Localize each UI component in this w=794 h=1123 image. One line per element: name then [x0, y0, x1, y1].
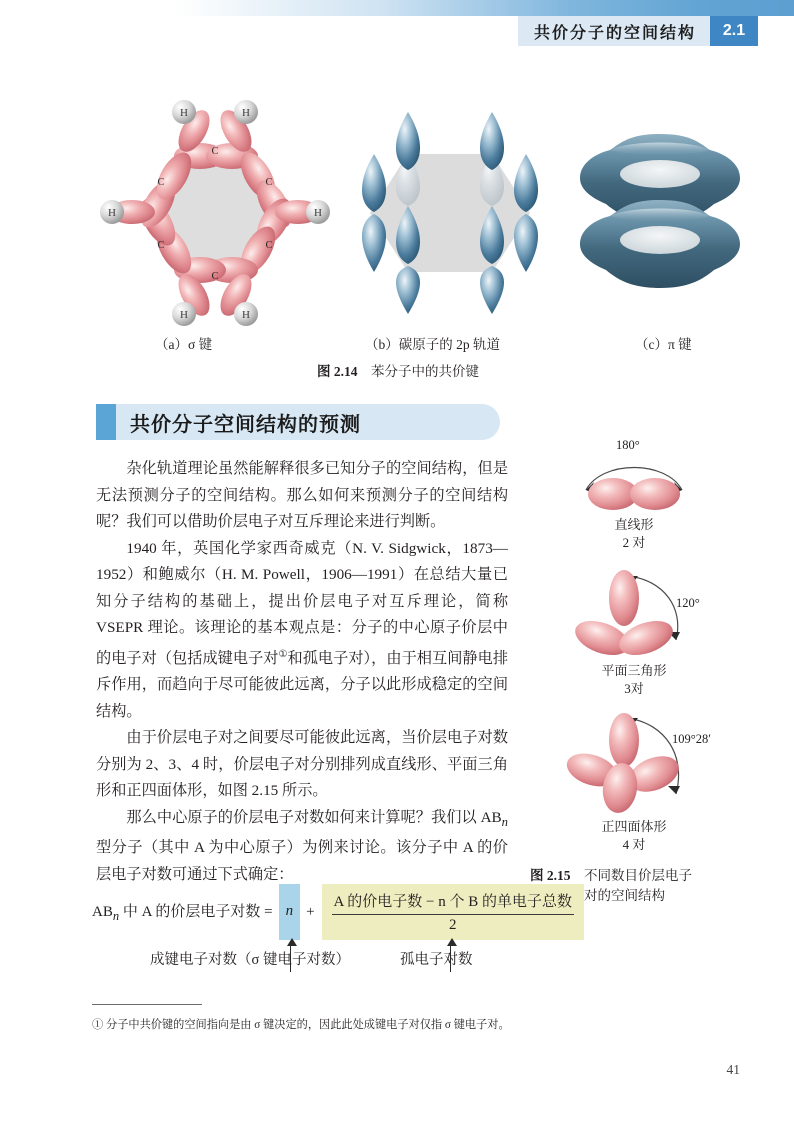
footnote-marker: ① [92, 1019, 104, 1031]
trigonal-orbital-art [524, 566, 744, 662]
paragraph-4 [96, 805, 508, 889]
svg-text:H: H [180, 309, 188, 321]
tetrahedral-angle-label: 109°28′ [672, 732, 711, 746]
formula-plus-sign: + [306, 903, 315, 920]
formula-ab-subscript: n [112, 909, 120, 923]
formula-left-words: 中 A 的价层电子对数 = [119, 904, 273, 920]
vsepr-formula [92, 884, 612, 940]
svg-text:H: H [314, 207, 322, 219]
panel-caption-a: （a）σ 键 [155, 337, 213, 352]
section-heading [96, 404, 500, 440]
top-decorative-band [0, 0, 794, 16]
formula-denominator: 2 [332, 914, 574, 934]
trigonal-shape-name: 平面三角形 [601, 663, 667, 678]
body-text-column [96, 456, 508, 888]
figure-2-14-panel-captions [60, 333, 736, 355]
pi-cloud-diagram [570, 128, 750, 303]
tetrahedral-orbital-art [524, 710, 744, 818]
linear-angle-label: 180° [616, 438, 640, 452]
formula-highlighted-n: n [279, 884, 301, 940]
formula-ab: AB [92, 904, 113, 920]
figure-2-15-caption-line-2: 对的空间结构 [584, 888, 665, 903]
formula-numerator: A 的价电子数 − n 个 B 的单电子总数 [333, 893, 573, 910]
footnote-divider [92, 1004, 202, 1005]
formula-annotation-lone-pairs: 孤电子对数 [400, 952, 473, 968]
figure-2-15-shape-trigonal [524, 566, 744, 698]
paragraph-2-part-2: 和孤电子对），由于相互间静电排斥作用，而趋向于尽可能彼此远离，分子以此形成稳定的空间结构。 [96, 649, 509, 720]
svg-text:H: H [108, 207, 116, 219]
figure-2-14-panel-b-p-orbitals [360, 106, 540, 322]
figure-2-15-caption-label: 图 2.15 [530, 868, 571, 883]
svg-text:C: C [157, 177, 165, 188]
tetrahedral-pair-count: 4 对 [622, 837, 646, 852]
figure-2-14-caption-label: 图 2.14 [317, 364, 358, 379]
section-heading-accent-bar [96, 404, 116, 440]
footnote [92, 1016, 712, 1034]
figure-2-14 [60, 88, 736, 388]
ring-plane [370, 154, 530, 272]
figure-2-14-panel-c-pi-bond [570, 128, 750, 303]
trigonal-pair-count: 3对 [624, 681, 644, 696]
p-orbital-diagram [360, 106, 540, 322]
svg-text:C: C [211, 271, 219, 282]
figure-2-15-shape-tetrahedral [524, 710, 744, 854]
figure-2-15-shape-linear [524, 440, 744, 552]
running-head [518, 16, 758, 46]
svg-text:H: H [242, 107, 250, 119]
panel-caption-b: （b）碳原子的 2p 轨道 [365, 337, 500, 352]
paragraph-1: 杂化轨道理论虽然能解释很多已知分子的空间结构，但是无法预测分子的空间结构。那么如何来预测分子的空间结构呢？我们可以借助价层电子对互斥理论来进行判断。 [96, 460, 508, 530]
benzene-sigma-diagram [90, 88, 340, 338]
section-heading-text: 共价分子空间结构的预测 [130, 413, 361, 436]
paragraph-3: 由于价层电子对之间要尽可能彼此远离，当价层电子对数分别为 2、3、4 时，价层电子对分别排列成直线形、平面三角形和正四面体形，如图 2.15 所示。 [96, 729, 508, 800]
panel-caption-c: （c）π 键 [635, 337, 692, 352]
svg-text:H: H [180, 107, 188, 119]
figure-2-14-caption-text: 苯分子中的共价键 [371, 364, 479, 379]
trigonal-angle-label: 120° [676, 596, 700, 610]
figure-2-15 [524, 440, 744, 906]
linear-pair-count: 2 对 [622, 535, 646, 550]
footnote-text: 分子中共价键的空间指向是由 σ 键决定的，因此此处成键电子对仅指 σ 键电子对。 [106, 1019, 510, 1031]
formula-left-expression [92, 900, 273, 924]
figure-2-14-panel-a-sigma-bonds [90, 88, 340, 338]
tetrahedral-shape-name: 正四面体形 [601, 819, 667, 834]
paragraph-4-part-1: 那么中心原子的价层电子对数如何来计算呢？我们以 AB [126, 808, 502, 826]
formula-fraction [322, 884, 584, 940]
figure-2-14-caption [60, 360, 736, 380]
figure-2-15-caption-line-1: 不同数目价层电子 [584, 868, 692, 883]
footnote-reference-marker: ① [278, 648, 288, 660]
paragraph-4-part-2: 型分子（其中 A 为中心原子）为例来讨论。该分子中 A 的价层电子对数可通过下式确定： [96, 839, 508, 883]
running-head-section-number: 2.1 [710, 16, 758, 46]
svg-text:C: C [211, 146, 219, 157]
page-number: 41 [726, 1062, 740, 1077]
svg-text:C: C [265, 240, 273, 251]
running-head-title: 共价分子的空间结构 [518, 16, 710, 46]
formula-annotation-bonding-pairs: 成键电子对数（σ 键电子对数） [150, 952, 350, 968]
paragraph-4-subscript: n [501, 814, 508, 829]
linear-shape-name: 直线形 [614, 517, 654, 532]
svg-text:C: C [157, 240, 165, 251]
svg-text:H: H [242, 309, 250, 321]
paragraph-2 [96, 536, 508, 726]
paragraph-2-part-1: 1940 年，英国化学家西奇威克（N. V. Sidgwick，1873—1952）和鲍威尔（H. M. Powell，1906—1991）在总结大量已知分子结构的基础上，提出价层电子对互斥理论，简称 VSEPR 理论。该理论的基本观点是：分子的中心原子价层中的电子对（包括成键电子对 [96, 539, 508, 667]
svg-text:C: C [265, 177, 273, 188]
pi-cloud-lower-torus [580, 200, 740, 288]
